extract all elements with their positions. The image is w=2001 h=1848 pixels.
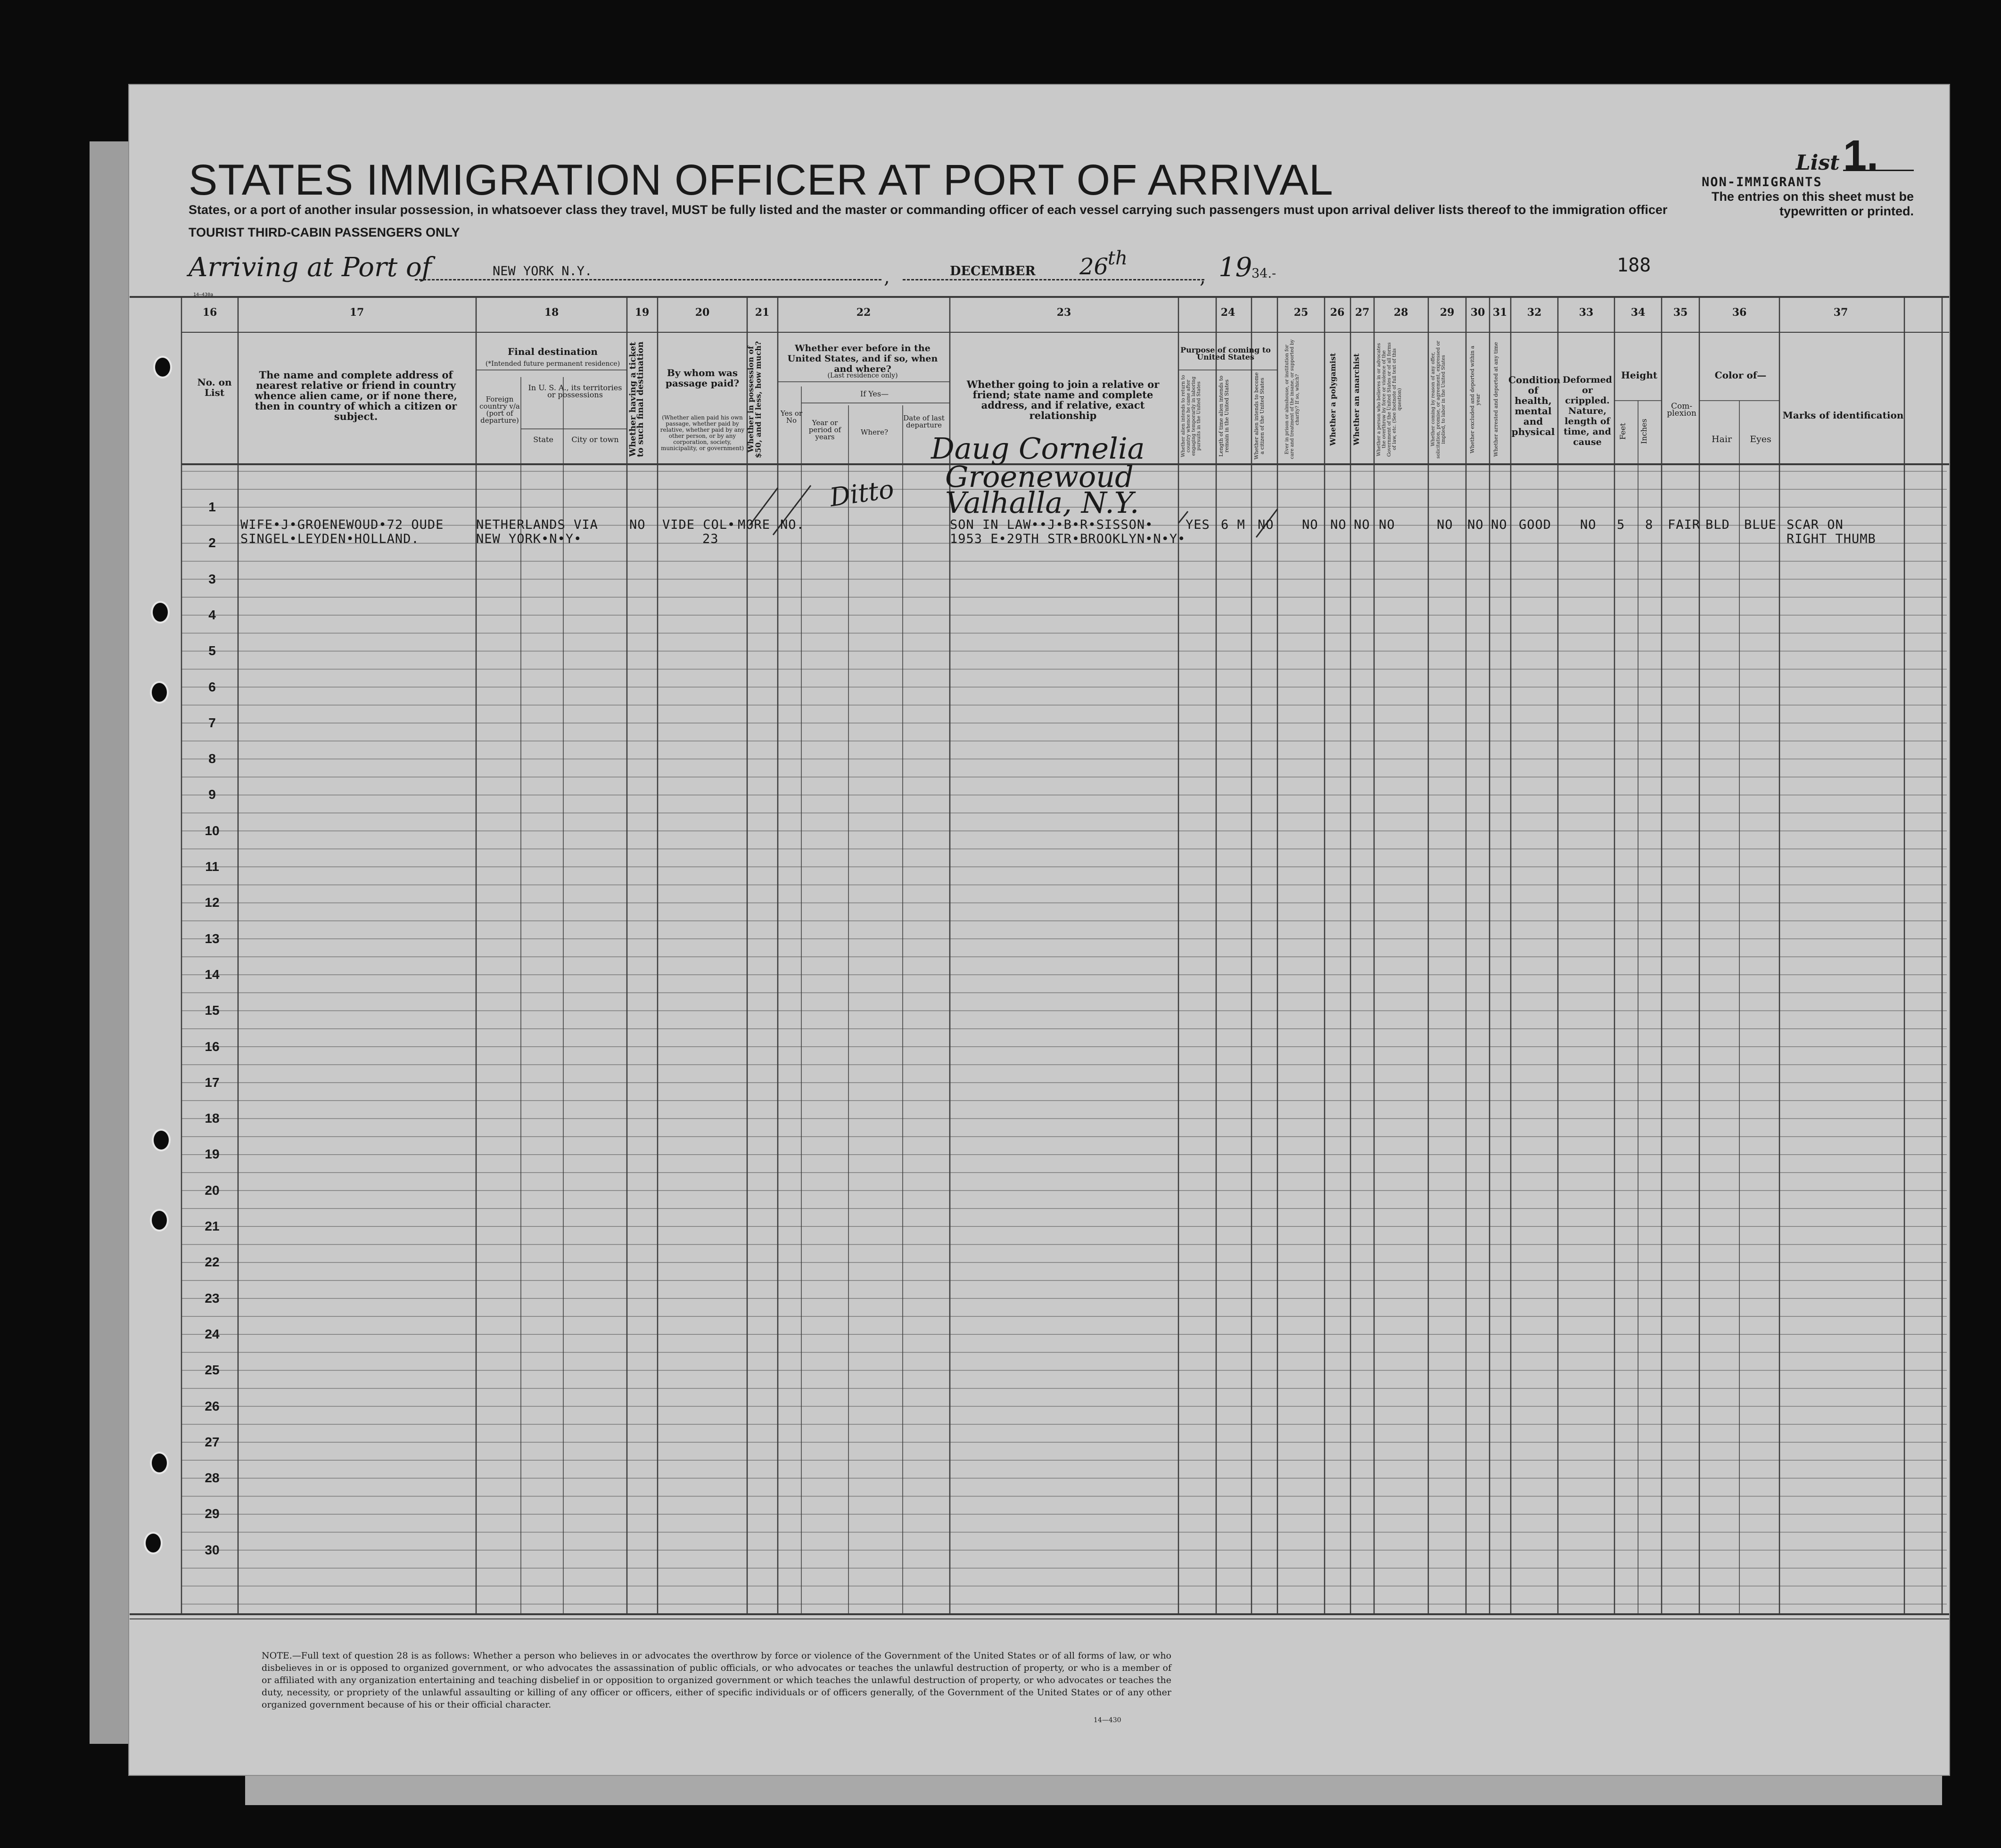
column-number: 25 — [1293, 306, 1309, 319]
column-number: 31 — [1492, 306, 1507, 319]
header-c18-foreign: Foreign country v/a (port of departure) — [479, 395, 520, 425]
form-code-top: 14—430a — [193, 292, 214, 297]
header-c32: Condition of health, mental and physical — [1508, 374, 1561, 437]
port-value: NEW YORK N.Y. — [493, 264, 593, 279]
typewritten-note: The entries on this sheet must be typewritten or printed. — [1711, 189, 1914, 218]
column-number: 26 — [1330, 306, 1345, 319]
row-number: 19 — [205, 1147, 220, 1162]
header-c22-year: Year or period of years — [808, 419, 841, 441]
header-c36: Color of— — [1714, 370, 1767, 381]
health-value: GOOD — [1519, 517, 1552, 532]
row-number: 18 — [205, 1111, 220, 1126]
row-number: 26 — [205, 1398, 220, 1413]
row-number: 15 — [205, 1003, 220, 1018]
header-c31: Whether arrested and deported at any time — [1493, 342, 1499, 457]
header-c17: The name and complete address of nearest relative or friend in country whence alien came, or if none there, then in country of which a citizen or subject. — [255, 369, 457, 422]
comma: , — [1200, 266, 1206, 288]
q28-value: NO — [1379, 517, 1395, 532]
header-c36-eyes: Eyes — [1750, 434, 1771, 444]
column-number: 16 — [202, 306, 217, 319]
header-c20-note: (Whether alien paid his own passage, whether paid by relative, whether paid by any other person, or by any corporation, society, municipality, or government) — [660, 414, 745, 452]
header-c37: Marks of identification — [1782, 410, 1904, 421]
joining-line1: SON IN LAW••J•B•R•SISSON• — [950, 517, 1153, 532]
header-c26: Whether a polygamist — [1328, 353, 1337, 446]
ticket-value: NO — [629, 517, 646, 532]
row-number: 10 — [205, 823, 220, 838]
header-c30: Whether excluded and deported within a year — [1469, 345, 1481, 453]
header-c33: Deformed or crippled. Nature, length of time, and cause — [1563, 375, 1612, 447]
month-value: DECEMBER — [950, 264, 1036, 279]
header-c35: Com-plexion — [1667, 402, 1696, 418]
header-c22: Whether ever before in the United States, and if so, when and where? — [787, 343, 938, 374]
deformed-value: NO — [1580, 517, 1597, 532]
header-c34-inches: Inches — [1639, 419, 1648, 444]
column-number: 36 — [1732, 306, 1747, 319]
column-number: 37 — [1833, 306, 1848, 319]
non-immigrants-label: NON-IMMIGRANTS — [1702, 175, 1822, 189]
day-suffix: th — [1108, 247, 1128, 269]
money-value: MORE — [738, 517, 771, 532]
column-number: 29 — [1440, 306, 1455, 319]
column-number: 24 — [1220, 306, 1235, 319]
row-number: 29 — [205, 1506, 220, 1521]
polygamist-value: NO — [1330, 517, 1347, 532]
column-number: 23 — [1056, 306, 1071, 319]
row-number: 22 — [205, 1255, 220, 1270]
handwritten-line3: Valhalla, N.Y. — [945, 485, 1139, 520]
row-number: 23 — [205, 1290, 220, 1306]
column-number: 19 — [634, 306, 650, 319]
header-c18-city: City or town — [571, 435, 619, 444]
marks-line1: SCAR ON — [1787, 517, 1844, 532]
header-c34-feet: Feet — [1618, 423, 1627, 440]
column-number: 33 — [1579, 306, 1594, 319]
labor-offer-value: NO — [1437, 517, 1453, 532]
row-number: 13 — [205, 931, 220, 946]
eye-color-value: BLUE — [1744, 517, 1777, 532]
purpose-value: YES — [1186, 517, 1210, 532]
header-c22-ifyes: If Yes— — [860, 389, 889, 398]
header-c18-usa: In U. S. A., its territories or possessions — [528, 383, 622, 399]
header-c29: Whether coming by reason of any offer, solicitation, promise, or agreement, expressed or implied, to labor in the United States — [1431, 340, 1446, 459]
header-c22-date: Date of last departure — [903, 414, 945, 429]
excluded-value: NO — [1467, 517, 1484, 532]
length-of-stay-value: 6 M — [1221, 517, 1245, 532]
column-number: 34 — [1630, 306, 1646, 319]
header-c19: Whether having a ticket to such final destination — [628, 341, 645, 458]
row-number: 7 — [208, 715, 216, 730]
row-number: 12 — [205, 895, 220, 910]
header-c24a: Whether alien intends to return to country whence he came after engaging temporarily in laboring pursuits in the United States — [1181, 375, 1202, 457]
header-c24c: Whether alien intends to become a citizen of the United States — [1253, 372, 1265, 460]
column-number: 20 — [695, 306, 710, 319]
column-number: 32 — [1527, 306, 1542, 319]
header-c24b: Length of time alien intends to remain in the United States — [1218, 375, 1230, 457]
complexion-value: FAIR — [1668, 517, 1701, 532]
header-c18-note: (*Intended future permanent residence) — [485, 360, 620, 368]
header-c24: Purpose of coming to United States — [1180, 345, 1271, 361]
handwritten-line1: Daug Cornelia — [931, 431, 1145, 466]
header-c22-where: Where? — [860, 428, 889, 436]
citizen-intent-value: NO — [1258, 517, 1274, 532]
destination-line2: NEW YORK•N•Y• — [476, 532, 582, 546]
header-c28: Whether a person who believes in or advocates the overthrow by force or violence of the Government of the United States or of all forms of law, etc. (See footnote of full text of this question) — [1376, 342, 1402, 457]
header-c27: Whether an anarchist — [1352, 353, 1361, 446]
column-number: 30 — [1470, 306, 1485, 319]
deported-value: NO — [1491, 517, 1507, 532]
year-suffix: 34.- — [1252, 266, 1276, 281]
header-c18-state: State — [533, 435, 553, 444]
row-number: 17 — [205, 1075, 220, 1090]
destination-line1: NETHERLANDS VIA — [476, 517, 598, 532]
relative-address-line1: WIFE•J•GROENEWOUD•72 OUDE — [240, 517, 444, 532]
header-c23: Whether going to join a relative or friend; state name and complete address, and if relative, exact relationship — [966, 378, 1160, 421]
year-prefix: 19 — [1219, 252, 1252, 283]
header-c18: Final destination — [508, 346, 598, 357]
header-c22-note: (Last residence only) — [827, 372, 898, 379]
header-c20: By whom was passage paid? — [665, 367, 740, 389]
arriving-label: Arriving at Port of — [189, 252, 432, 283]
row-number: 2 — [208, 535, 216, 550]
header-c36-hair: Hair — [1711, 434, 1732, 444]
passage-paid-line2: 23 — [702, 532, 719, 546]
row-number: 5 — [208, 643, 216, 658]
day-value: 26 — [1079, 254, 1109, 280]
hair-color-value: BLD — [1705, 517, 1730, 532]
row-number: 3 — [208, 571, 216, 586]
header-c34: Height — [1621, 370, 1657, 381]
handwritten-line2: Groenewoud — [945, 460, 1134, 494]
column-number: 35 — [1673, 306, 1688, 319]
passage-paid-line1: VIDE COL• — [662, 517, 736, 532]
list-label: List — [1795, 151, 1840, 175]
handwritten-ditto: Ditto — [828, 474, 896, 513]
joining-line2: 1953 E•29TH STR•BROOKLYN•N•Y• — [950, 532, 1186, 546]
column-number: 22 — [856, 306, 871, 319]
row-number: 4 — [208, 607, 216, 622]
column-number: 27 — [1355, 306, 1370, 319]
page-number: 188 — [1617, 255, 1651, 276]
form-subtitle: States, or a port of another insular possession, in whatsoever class they travel, MUST be fully listed and the master or commanding officer of each vessel carrying such passengers must upon arrival deliver lists thereof to the immigration officer — [189, 203, 1668, 217]
height-inches-value: 8 — [1645, 517, 1654, 532]
column-number: 28 — [1393, 306, 1408, 319]
row-lines — [181, 471, 1947, 1604]
column-number: 21 — [755, 306, 770, 319]
height-feet-value: 5 — [1617, 517, 1625, 532]
anarchist-value: NO — [1354, 517, 1370, 532]
row-number: 14 — [205, 967, 220, 982]
row-number: 20 — [205, 1183, 220, 1198]
row-number: 24 — [205, 1326, 220, 1341]
row-number: 28 — [205, 1470, 220, 1486]
column-number: 17 — [349, 306, 364, 319]
form-title: STATES IMMIGRATION OFFICER AT PORT OF ARRIVAL — [189, 156, 1334, 204]
marks-line2: RIGHT THUMB — [1787, 532, 1876, 546]
header-c25: Ever in prison or almshouse, or institution for care and treatment of the insane, or supported by charity? If so, which? — [1285, 339, 1300, 460]
row-number: 1 — [208, 500, 216, 514]
subheader-lines — [476, 367, 1779, 1614]
comma: , — [884, 266, 890, 288]
form-code-bottom: 14—430 — [1094, 1717, 1121, 1724]
relative-address-line2: SINGEL•LEYDEN•HOLLAND. — [240, 532, 420, 546]
before-in-us-value: NO. — [780, 517, 805, 532]
list-number: 1. — [1843, 141, 1914, 171]
header-c22-yesno: Yes or No — [780, 409, 803, 425]
column-number: 18 — [544, 306, 559, 319]
prison-value: NO — [1302, 517, 1318, 532]
footnote-q28: NOTE.—Full text of question 28 is as follows: Whether a person who believes in or advocates the overthrow by force or violence of the Government of the United States or of all forms of law, or who disbelieves in or is opposed to organized government, or who advocates the assassination of public officials, or who advocates or teaches the unlawful destruction of property, or who is a member of or affiliated with any organization entertaining and teaching disbelief in or opposition to organized government or which teaches the unlawful destruction of property, or who advocates or teaches the duty, necessity, or propriety of the unlawful assaulting or killing of any officer or officers, either of specific individuals or of officers generally, of the Government of the United States or of any other organized government because of his or their official character. — [262, 1651, 1171, 1710]
row-number: 25 — [205, 1363, 220, 1378]
header-c21: Whether in possession of $50, and if less, how much? — [746, 341, 763, 458]
row-number: 21 — [205, 1219, 220, 1233]
row-number: 11 — [205, 859, 219, 874]
row-number: 6 — [208, 679, 216, 694]
row-number: 27 — [205, 1434, 220, 1449]
row-number: 9 — [208, 787, 216, 802]
header-c16: No. on List — [197, 377, 232, 398]
row-number: 8 — [208, 751, 216, 766]
row-number: 16 — [205, 1039, 220, 1054]
form-subtitle-class: TOURIST THIRD-CABIN PASSENGERS ONLY — [189, 225, 460, 239]
row-number: 30 — [205, 1542, 220, 1557]
